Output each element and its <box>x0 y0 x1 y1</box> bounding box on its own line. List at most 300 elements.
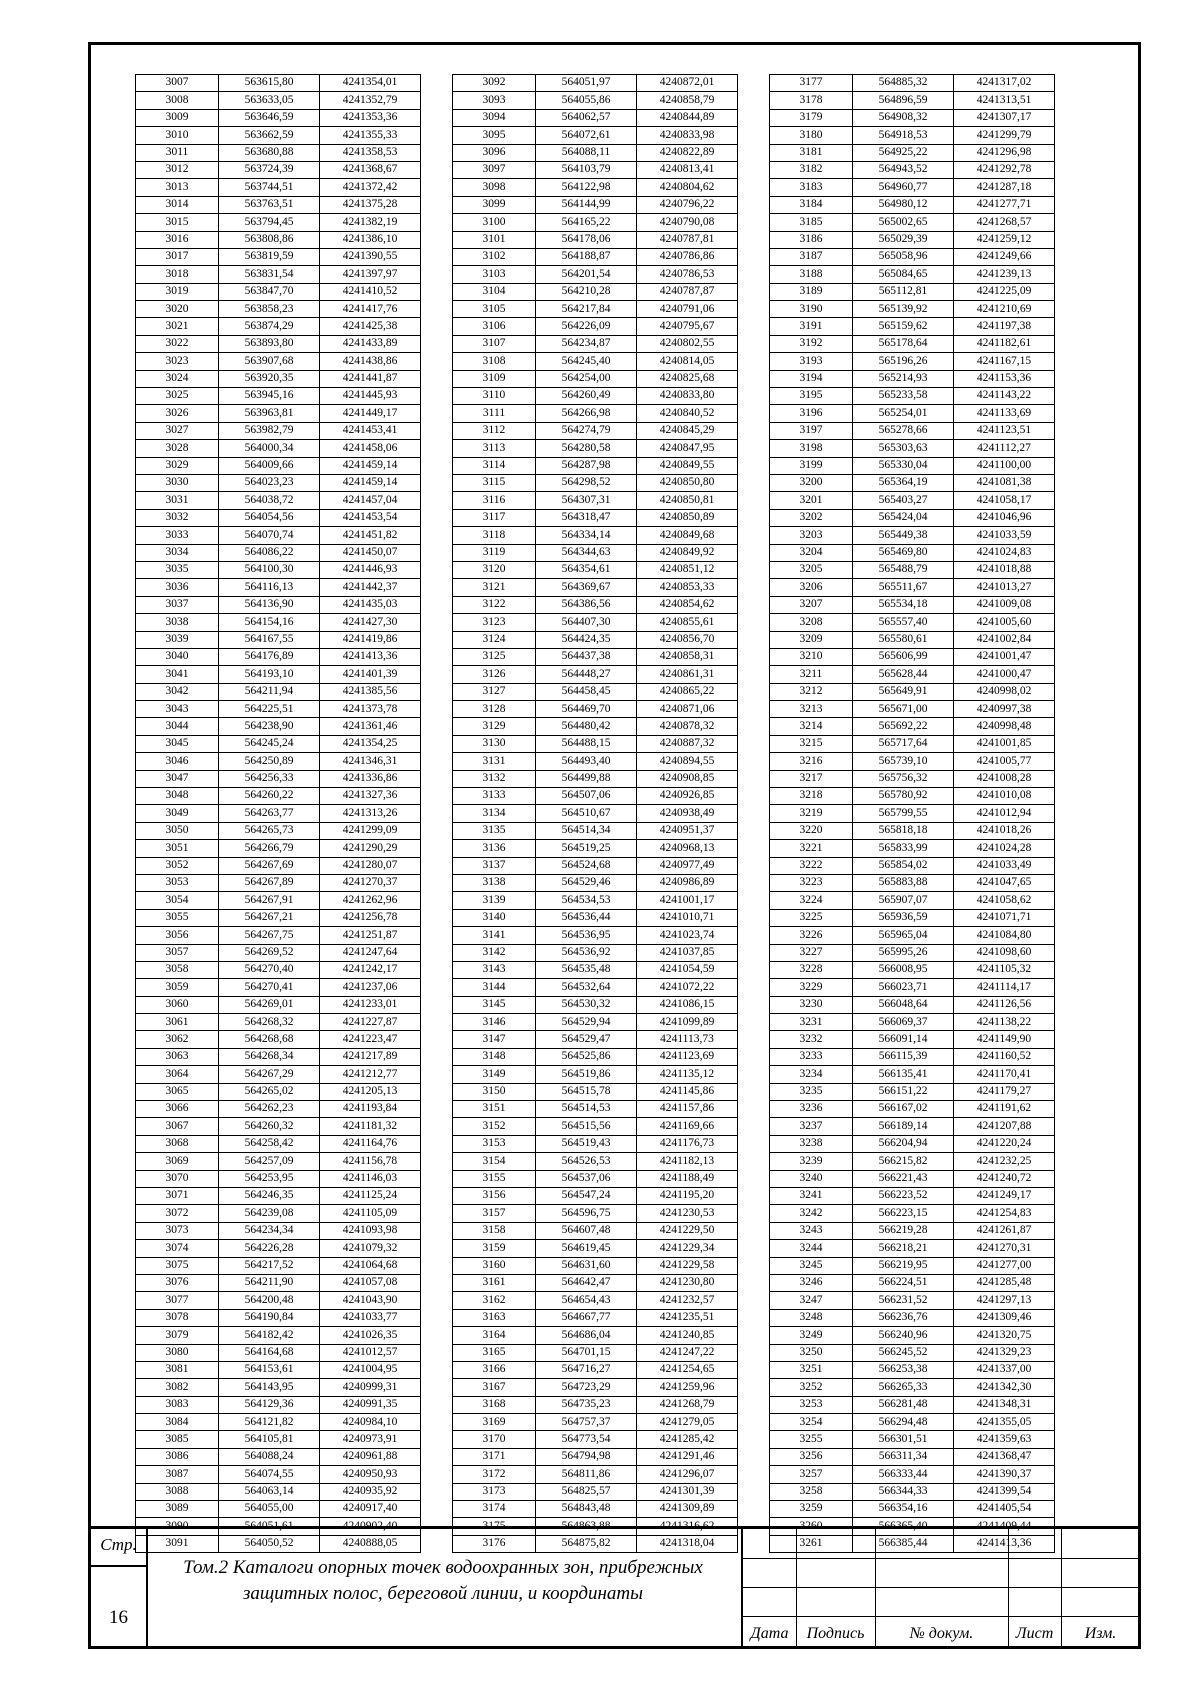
point-number-cell: 3260 <box>770 1518 853 1535</box>
y-coordinate-cell: 4240847,95 <box>637 440 738 457</box>
point-number-cell: 3097 <box>453 161 536 178</box>
point-number-cell: 3177 <box>770 75 853 92</box>
point-number-cell: 3190 <box>770 301 853 318</box>
table-row <box>453 1396 738 1413</box>
y-coordinate-cell: 4241446,93 <box>320 561 421 578</box>
table-row <box>770 335 1055 352</box>
y-coordinate-cell: 4240872,01 <box>637 75 738 92</box>
table-row <box>770 596 1055 613</box>
table-row <box>453 1014 738 1031</box>
point-number-cell: 3170 <box>453 1431 536 1448</box>
table-row <box>770 1292 1055 1309</box>
point-number-cell: 3069 <box>136 1153 219 1170</box>
y-coordinate-cell: 4241296,07 <box>637 1466 738 1483</box>
x-coordinate-cell: 564268,32 <box>219 1014 320 1031</box>
y-coordinate-cell: 4240787,81 <box>637 231 738 248</box>
x-coordinate-cell: 564280,58 <box>536 440 637 457</box>
point-number-cell: 3259 <box>770 1501 853 1518</box>
point-number-cell: 3189 <box>770 283 853 300</box>
x-coordinate-cell: 564054,56 <box>219 509 320 526</box>
point-number-cell: 3099 <box>453 196 536 213</box>
y-coordinate-cell: 4241354,01 <box>320 75 421 92</box>
table-row <box>770 196 1055 213</box>
x-coordinate-cell: 564532,64 <box>536 979 637 996</box>
table-row <box>770 735 1055 752</box>
x-coordinate-cell: 564654,43 <box>536 1292 637 1309</box>
point-number-cell: 3050 <box>136 822 219 839</box>
table-row <box>453 944 738 961</box>
x-coordinate-cell: 564267,29 <box>219 1066 320 1083</box>
x-coordinate-cell: 564153,61 <box>219 1361 320 1378</box>
table-row <box>770 770 1055 787</box>
x-coordinate-cell: 564519,86 <box>536 1066 637 1083</box>
table-row <box>136 544 421 561</box>
table-row <box>453 718 738 735</box>
y-coordinate-cell: 4240888,05 <box>320 1535 421 1552</box>
table-row <box>136 127 421 144</box>
point-number-cell: 3032 <box>136 509 219 526</box>
x-coordinate-cell: 565628,44 <box>853 666 954 683</box>
x-coordinate-cell: 564667,77 <box>536 1309 637 1326</box>
x-coordinate-cell: 564226,09 <box>536 318 637 335</box>
table-row <box>770 1118 1055 1135</box>
point-number-cell: 3193 <box>770 353 853 370</box>
x-coordinate-cell: 564055,86 <box>536 92 637 109</box>
x-coordinate-cell: 564596,75 <box>536 1205 637 1222</box>
point-number-cell: 3254 <box>770 1414 853 1431</box>
y-coordinate-cell: 4240804,62 <box>637 179 738 196</box>
point-number-cell: 3121 <box>453 579 536 596</box>
y-coordinate-cell: 4241239,13 <box>954 266 1055 283</box>
x-coordinate-cell: 564493,40 <box>536 753 637 770</box>
point-number-cell: 3077 <box>136 1292 219 1309</box>
point-number-cell: 3094 <box>453 109 536 126</box>
y-coordinate-cell: 4240849,92 <box>637 544 738 561</box>
y-coordinate-cell: 4241354,25 <box>320 735 421 752</box>
x-coordinate-cell: 564925,22 <box>853 144 954 161</box>
x-coordinate-cell: 564051,97 <box>536 75 637 92</box>
x-coordinate-cell: 564536,44 <box>536 909 637 926</box>
point-number-cell: 3239 <box>770 1153 853 1170</box>
y-coordinate-cell: 4241156,78 <box>320 1153 421 1170</box>
x-coordinate-cell: 564619,45 <box>536 1240 637 1257</box>
table-row <box>453 335 738 352</box>
point-number-cell: 3152 <box>453 1118 536 1135</box>
point-number-cell: 3090 <box>136 1518 219 1535</box>
x-coordinate-cell: 564448,27 <box>536 666 637 683</box>
point-number-cell: 3092 <box>453 75 536 92</box>
y-coordinate-cell: 4241355,33 <box>320 127 421 144</box>
y-coordinate-cell: 4241002,84 <box>954 631 1055 648</box>
x-coordinate-cell: 566354,16 <box>853 1501 954 1518</box>
point-number-cell: 3231 <box>770 1014 853 1031</box>
y-coordinate-cell: 4241123,51 <box>954 422 1055 439</box>
y-coordinate-cell: 4241296,98 <box>954 144 1055 161</box>
point-number-cell: 3207 <box>770 596 853 613</box>
table-row <box>453 909 738 926</box>
point-number-cell: 3178 <box>770 92 853 109</box>
table-row <box>453 301 738 318</box>
y-coordinate-cell: 4241337,00 <box>954 1361 1055 1378</box>
x-coordinate-cell: 566151,22 <box>853 1083 954 1100</box>
x-coordinate-cell: 566294,48 <box>853 1414 954 1431</box>
table-row <box>453 1101 738 1118</box>
point-number-cell: 3173 <box>453 1483 536 1500</box>
point-number-cell: 3215 <box>770 735 853 752</box>
revision-grid <box>741 1529 1140 1646</box>
x-coordinate-cell: 564265,02 <box>219 1083 320 1100</box>
y-coordinate-cell: 4240791,06 <box>637 301 738 318</box>
x-coordinate-cell: 564062,57 <box>536 109 637 126</box>
point-number-cell: 3133 <box>453 788 536 805</box>
grid-line <box>743 1558 1140 1559</box>
table-row <box>136 144 421 161</box>
y-coordinate-cell: 4241299,09 <box>320 822 421 839</box>
point-number-cell: 3107 <box>453 335 536 352</box>
point-number-cell: 3241 <box>770 1188 853 1205</box>
table-row <box>453 961 738 978</box>
y-coordinate-cell: 4241240,72 <box>954 1170 1055 1187</box>
x-coordinate-cell: 565303,63 <box>853 440 954 457</box>
x-coordinate-cell: 565058,96 <box>853 248 954 265</box>
point-number-cell: 3020 <box>136 301 219 318</box>
x-coordinate-cell: 566219,28 <box>853 1222 954 1239</box>
x-coordinate-cell: 564514,53 <box>536 1101 637 1118</box>
y-coordinate-cell: 4241270,37 <box>320 874 421 891</box>
table-row <box>136 109 421 126</box>
table-row <box>453 701 738 718</box>
y-coordinate-cell: 4240855,61 <box>637 614 738 631</box>
point-number-cell: 3143 <box>453 961 536 978</box>
table-row <box>453 405 738 422</box>
table-row <box>453 1170 738 1187</box>
point-number-cell: 3117 <box>453 509 536 526</box>
y-coordinate-cell: 4240858,31 <box>637 648 738 665</box>
y-coordinate-cell: 4241133,69 <box>954 405 1055 422</box>
y-coordinate-cell: 4240887,32 <box>637 735 738 752</box>
point-number-cell: 3149 <box>453 1066 536 1083</box>
table-row <box>453 1379 738 1396</box>
table-row <box>453 266 738 283</box>
x-coordinate-cell: 566069,37 <box>853 1014 954 1031</box>
table-row <box>136 1396 421 1413</box>
table-row <box>770 805 1055 822</box>
y-coordinate-cell: 4241143,22 <box>954 388 1055 405</box>
y-coordinate-cell: 4241064,68 <box>320 1257 421 1274</box>
table-row <box>136 944 421 961</box>
point-number-cell: 3258 <box>770 1483 853 1500</box>
x-coordinate-cell: 566224,51 <box>853 1274 954 1291</box>
table-row <box>136 440 421 457</box>
point-number-cell: 3114 <box>453 457 536 474</box>
y-coordinate-cell: 4241220,24 <box>954 1135 1055 1152</box>
table-row <box>136 631 421 648</box>
point-number-cell: 3145 <box>453 996 536 1013</box>
point-number-cell: 3129 <box>453 718 536 735</box>
point-number-cell: 3016 <box>136 231 219 248</box>
point-number-cell: 3181 <box>770 144 853 161</box>
point-number-cell: 3078 <box>136 1309 219 1326</box>
x-coordinate-cell: 564480,42 <box>536 718 637 735</box>
table-row <box>770 1274 1055 1291</box>
x-coordinate-cell: 564515,78 <box>536 1083 637 1100</box>
x-coordinate-cell: 565112,81 <box>853 283 954 300</box>
table-row <box>136 283 421 300</box>
point-number-cell: 3235 <box>770 1083 853 1100</box>
point-number-cell: 3080 <box>136 1344 219 1361</box>
sheet-label: Лист <box>1015 1625 1054 1642</box>
table-row <box>453 283 738 300</box>
x-coordinate-cell: 564298,52 <box>536 474 637 491</box>
x-coordinate-cell: 564267,91 <box>219 892 320 909</box>
y-coordinate-cell: 4241459,14 <box>320 474 421 491</box>
x-coordinate-cell: 566236,76 <box>853 1309 954 1326</box>
point-number-cell: 3113 <box>453 440 536 457</box>
table-row <box>770 857 1055 874</box>
y-coordinate-cell: 4240973,91 <box>320 1431 421 1448</box>
document-title-line-2: защитных полос, береговой линии, и координаты <box>242 1583 643 1604</box>
point-number-cell: 3214 <box>770 718 853 735</box>
table-row <box>136 214 421 231</box>
point-number-cell: 3158 <box>453 1222 536 1239</box>
table-row <box>453 1327 738 1344</box>
y-coordinate-cell: 4241390,55 <box>320 248 421 265</box>
y-coordinate-cell: 4241227,87 <box>320 1014 421 1031</box>
grid-line <box>743 1587 1140 1588</box>
y-coordinate-cell: 4241153,36 <box>954 370 1055 387</box>
x-coordinate-cell: 564757,37 <box>536 1414 637 1431</box>
x-coordinate-cell: 564510,67 <box>536 805 637 822</box>
table-row <box>136 1240 421 1257</box>
y-coordinate-cell: 4241008,28 <box>954 770 1055 787</box>
table-row <box>136 527 421 544</box>
x-coordinate-cell: 563744,51 <box>219 179 320 196</box>
point-number-cell: 3171 <box>453 1448 536 1465</box>
table-row <box>770 753 1055 770</box>
x-coordinate-cell: 564268,34 <box>219 1048 320 1065</box>
x-coordinate-cell: 565717,64 <box>853 735 954 752</box>
point-number-cell: 3116 <box>453 492 536 509</box>
table-row <box>136 457 421 474</box>
document-sheet <box>88 42 1141 1649</box>
point-number-cell: 3255 <box>770 1431 853 1448</box>
table-row <box>453 1344 738 1361</box>
x-coordinate-cell: 563680,88 <box>219 144 320 161</box>
x-coordinate-cell: 564524,68 <box>536 857 637 874</box>
x-coordinate-cell: 565511,67 <box>853 579 954 596</box>
point-number-cell: 3175 <box>453 1518 536 1535</box>
point-number-cell: 3163 <box>453 1309 536 1326</box>
point-number-cell: 3132 <box>453 770 536 787</box>
x-coordinate-cell: 564943,52 <box>853 161 954 178</box>
x-coordinate-cell: 564896,59 <box>853 92 954 109</box>
y-coordinate-cell: 4241262,96 <box>320 892 421 909</box>
table-row <box>136 822 421 839</box>
x-coordinate-cell: 564267,21 <box>219 909 320 926</box>
y-coordinate-cell: 4241033,59 <box>954 527 1055 544</box>
table-row <box>770 788 1055 805</box>
x-coordinate-cell: 565278,66 <box>853 422 954 439</box>
point-number-cell: 3042 <box>136 683 219 700</box>
y-coordinate-cell: 4241001,47 <box>954 648 1055 665</box>
point-number-cell: 3060 <box>136 996 219 1013</box>
table-row <box>453 1188 738 1205</box>
point-number-cell: 3192 <box>770 335 853 352</box>
y-coordinate-cell: 4241010,71 <box>637 909 738 926</box>
x-coordinate-cell: 564535,48 <box>536 961 637 978</box>
table-row <box>136 492 421 509</box>
table-row <box>453 857 738 874</box>
y-coordinate-cell: 4241013,27 <box>954 579 1055 596</box>
y-coordinate-cell: 4241018,88 <box>954 561 1055 578</box>
table-row <box>770 1135 1055 1152</box>
point-number-cell: 3119 <box>453 544 536 561</box>
point-number-cell: 3029 <box>136 457 219 474</box>
point-number-cell: 3115 <box>453 474 536 491</box>
point-number-cell: 3234 <box>770 1066 853 1083</box>
table-row <box>136 979 421 996</box>
table-row <box>453 509 738 526</box>
y-coordinate-cell: 4241433,89 <box>320 335 421 352</box>
table-row <box>770 544 1055 561</box>
table-row <box>453 440 738 457</box>
y-coordinate-cell: 4241405,54 <box>954 1501 1055 1518</box>
y-coordinate-cell: 4241292,78 <box>954 161 1055 178</box>
y-coordinate-cell: 4241170,41 <box>954 1066 1055 1083</box>
point-number-cell: 3137 <box>453 857 536 874</box>
y-coordinate-cell: 4241037,85 <box>637 944 738 961</box>
point-number-cell: 3105 <box>453 301 536 318</box>
x-coordinate-cell: 564537,06 <box>536 1170 637 1187</box>
x-coordinate-cell: 564267,89 <box>219 874 320 891</box>
table-row <box>453 1048 738 1065</box>
y-coordinate-cell: 4241247,22 <box>637 1344 738 1361</box>
point-number-cell: 3180 <box>770 127 853 144</box>
x-coordinate-cell: 565469,80 <box>853 544 954 561</box>
x-coordinate-cell: 566219,95 <box>853 1257 954 1274</box>
table-row <box>136 422 421 439</box>
x-coordinate-cell: 564318,47 <box>536 509 637 526</box>
point-number-cell: 3124 <box>453 631 536 648</box>
x-coordinate-cell: 564122,98 <box>536 179 637 196</box>
point-number-cell: 3183 <box>770 179 853 196</box>
table-row <box>453 614 738 631</box>
y-coordinate-cell: 4240950,93 <box>320 1466 421 1483</box>
point-number-cell: 3146 <box>453 1014 536 1031</box>
point-number-cell: 3015 <box>136 214 219 231</box>
table-row <box>453 109 738 126</box>
point-number-cell: 3112 <box>453 422 536 439</box>
point-number-cell: 3138 <box>453 874 536 891</box>
x-coordinate-cell: 566167,02 <box>853 1101 954 1118</box>
table-row <box>770 301 1055 318</box>
x-coordinate-cell: 565833,99 <box>853 840 954 857</box>
table-row <box>453 1240 738 1257</box>
point-number-cell: 3187 <box>770 248 853 265</box>
y-coordinate-cell: 4241413,36 <box>954 1535 1055 1552</box>
table-row <box>136 1083 421 1100</box>
point-number-cell: 3210 <box>770 648 853 665</box>
table-row <box>453 770 738 787</box>
x-coordinate-cell: 565936,59 <box>853 909 954 926</box>
point-number-cell: 3248 <box>770 1309 853 1326</box>
table-row <box>453 579 738 596</box>
point-number-cell: 3025 <box>136 388 219 405</box>
table-row <box>770 231 1055 248</box>
point-number-cell: 3011 <box>136 144 219 161</box>
y-coordinate-cell: 4240851,12 <box>637 561 738 578</box>
x-coordinate-cell: 565424,04 <box>853 509 954 526</box>
table-row <box>770 1031 1055 1048</box>
table-row <box>770 179 1055 196</box>
y-coordinate-cell: 4241399,54 <box>954 1483 1055 1500</box>
point-number-cell: 3156 <box>453 1188 536 1205</box>
y-coordinate-cell: 4241138,22 <box>954 1014 1055 1031</box>
table-row <box>453 1083 738 1100</box>
table-row <box>770 266 1055 283</box>
point-number-cell: 3165 <box>453 1344 536 1361</box>
y-coordinate-cell: 4241001,85 <box>954 735 1055 752</box>
table-row <box>136 683 421 700</box>
y-coordinate-cell: 4241285,42 <box>637 1431 738 1448</box>
table-row <box>136 788 421 805</box>
point-number-cell: 3179 <box>770 109 853 126</box>
point-number-cell: 3104 <box>453 283 536 300</box>
point-number-cell: 3134 <box>453 805 536 822</box>
y-coordinate-cell: 4240802,55 <box>637 335 738 352</box>
table-row <box>136 1222 421 1239</box>
x-coordinate-cell: 564260,32 <box>219 1118 320 1135</box>
point-number-cell: 3191 <box>770 318 853 335</box>
point-number-cell: 3128 <box>453 701 536 718</box>
point-number-cell: 3048 <box>136 788 219 805</box>
point-number-cell: 3096 <box>453 144 536 161</box>
x-coordinate-cell: 563945,16 <box>219 388 320 405</box>
point-number-cell: 3236 <box>770 1101 853 1118</box>
x-coordinate-cell: 564167,55 <box>219 631 320 648</box>
y-coordinate-cell: 4241233,01 <box>320 996 421 1013</box>
x-coordinate-cell: 566091,14 <box>853 1031 954 1048</box>
point-number-cell: 3168 <box>453 1396 536 1413</box>
table-row <box>453 683 738 700</box>
point-number-cell: 3167 <box>453 1379 536 1396</box>
y-coordinate-cell: 4241346,31 <box>320 753 421 770</box>
x-coordinate-cell: 564176,89 <box>219 648 320 665</box>
y-coordinate-cell: 4241409,44 <box>954 1518 1055 1535</box>
x-coordinate-cell: 564225,51 <box>219 701 320 718</box>
table-row <box>453 544 738 561</box>
table-row <box>453 214 738 231</box>
x-coordinate-cell: 565029,39 <box>853 231 954 248</box>
table-row <box>453 874 738 891</box>
table-row <box>136 1466 421 1483</box>
point-number-cell: 3079 <box>136 1327 219 1344</box>
point-number-cell: 3017 <box>136 248 219 265</box>
x-coordinate-cell: 564263,77 <box>219 805 320 822</box>
point-number-cell: 3184 <box>770 196 853 213</box>
y-coordinate-cell: 4241232,25 <box>954 1153 1055 1170</box>
table-row <box>453 631 738 648</box>
x-coordinate-cell: 564268,68 <box>219 1031 320 1048</box>
x-coordinate-cell: 564875,82 <box>536 1535 637 1552</box>
table-row <box>136 248 421 265</box>
title-block <box>91 1526 1138 1646</box>
x-coordinate-cell: 564211,90 <box>219 1274 320 1291</box>
point-number-cell: 3233 <box>770 1048 853 1065</box>
x-coordinate-cell: 564526,53 <box>536 1153 637 1170</box>
x-coordinate-cell: 565799,55 <box>853 805 954 822</box>
y-coordinate-cell: 4241425,38 <box>320 318 421 335</box>
